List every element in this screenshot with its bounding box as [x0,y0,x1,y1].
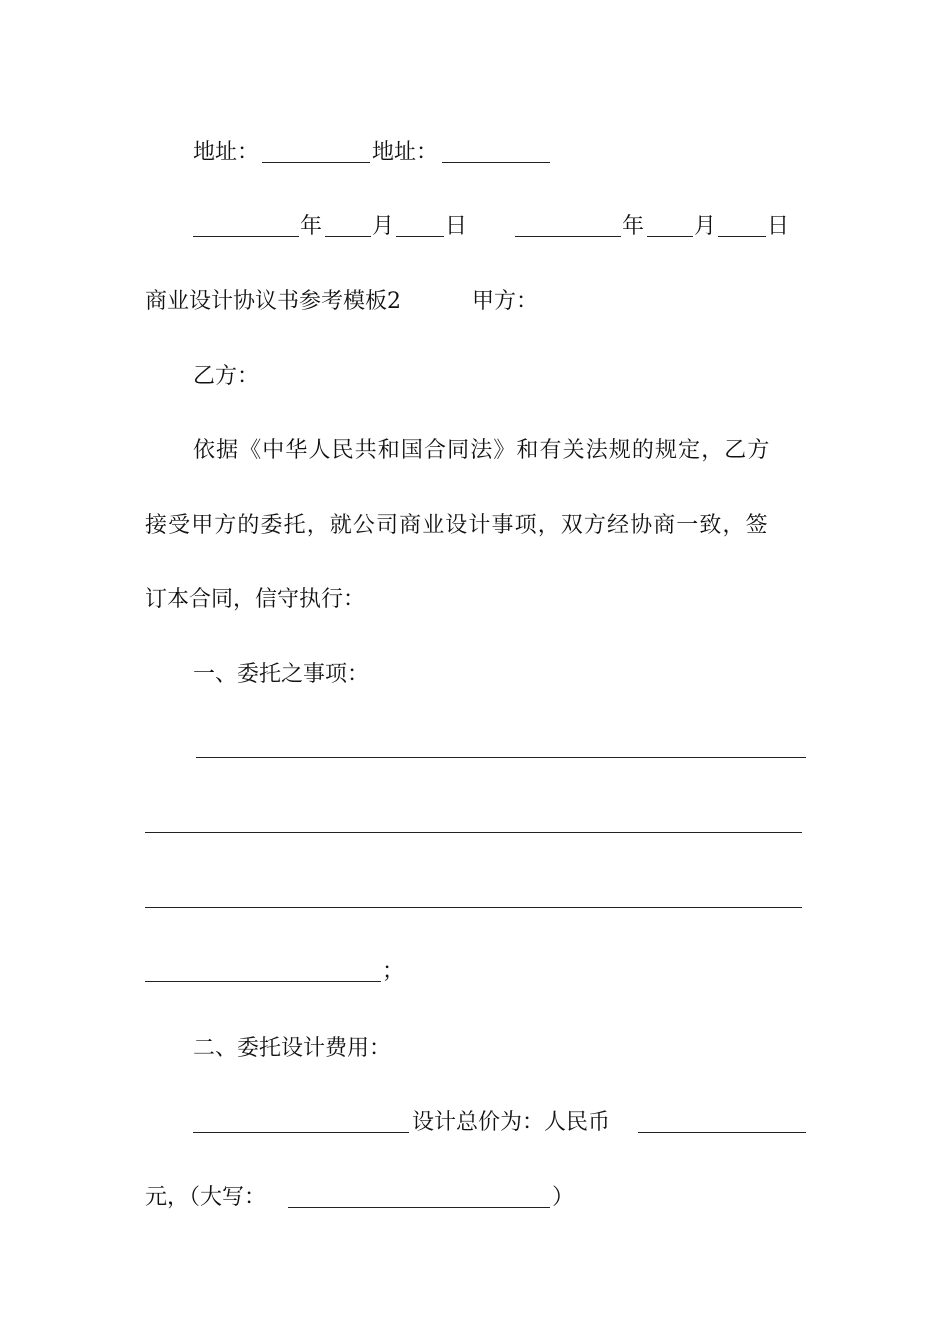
year-label-b: 年 [622,214,645,239]
section1-fill-line-4 [145,981,381,982]
section1-title: 一、委托之事项： [193,662,370,687]
month-label-a: 月 [372,214,395,239]
section1-fill-line-3 [145,907,802,908]
intro-text-1: 依据《中华人民共和国合同法》和有关法规的规定，乙方 [193,438,771,463]
day-label-b: 日 [767,214,790,239]
party-a-label: 甲方： [472,289,539,314]
month-blank-b [647,236,693,237]
total-price-label: 设计总价为：人民币 [412,1110,611,1135]
month-label-b: 月 [694,214,717,239]
capital-amount-blank [288,1207,550,1208]
address-label-a: 地址： [193,140,260,165]
intro-text-3: 订本合同，信守执行： [145,587,366,612]
close-paren: ） [552,1185,575,1210]
intro-text-2: 接受甲方的委托，就公司商业设计事项，双方经协商一致，签 [145,513,769,538]
section1-fill-line-2 [145,832,802,833]
year-blank-b [515,236,621,237]
month-blank-a [325,236,371,237]
day-label-a: 日 [445,214,468,239]
template-heading: 商业设计协议书参考模板2 [145,289,401,314]
section1-fill-line-1 [196,757,806,758]
day-blank-a [396,236,444,237]
day-blank-b [718,236,766,237]
address-blank-b [442,162,550,163]
party-b-label: 乙方： [193,364,260,389]
address-label-b: 地址： [372,140,439,165]
price-pre-blank [193,1132,409,1133]
section1-end-mark: ； [382,959,405,984]
year-blank-a [193,236,299,237]
address-blank-a [262,162,370,163]
year-label-a: 年 [300,214,323,239]
yuan-capital-label: 元，（大写： [145,1185,267,1210]
rmb-amount-blank [638,1132,806,1133]
section2-title: 二、委托设计费用： [193,1036,392,1061]
